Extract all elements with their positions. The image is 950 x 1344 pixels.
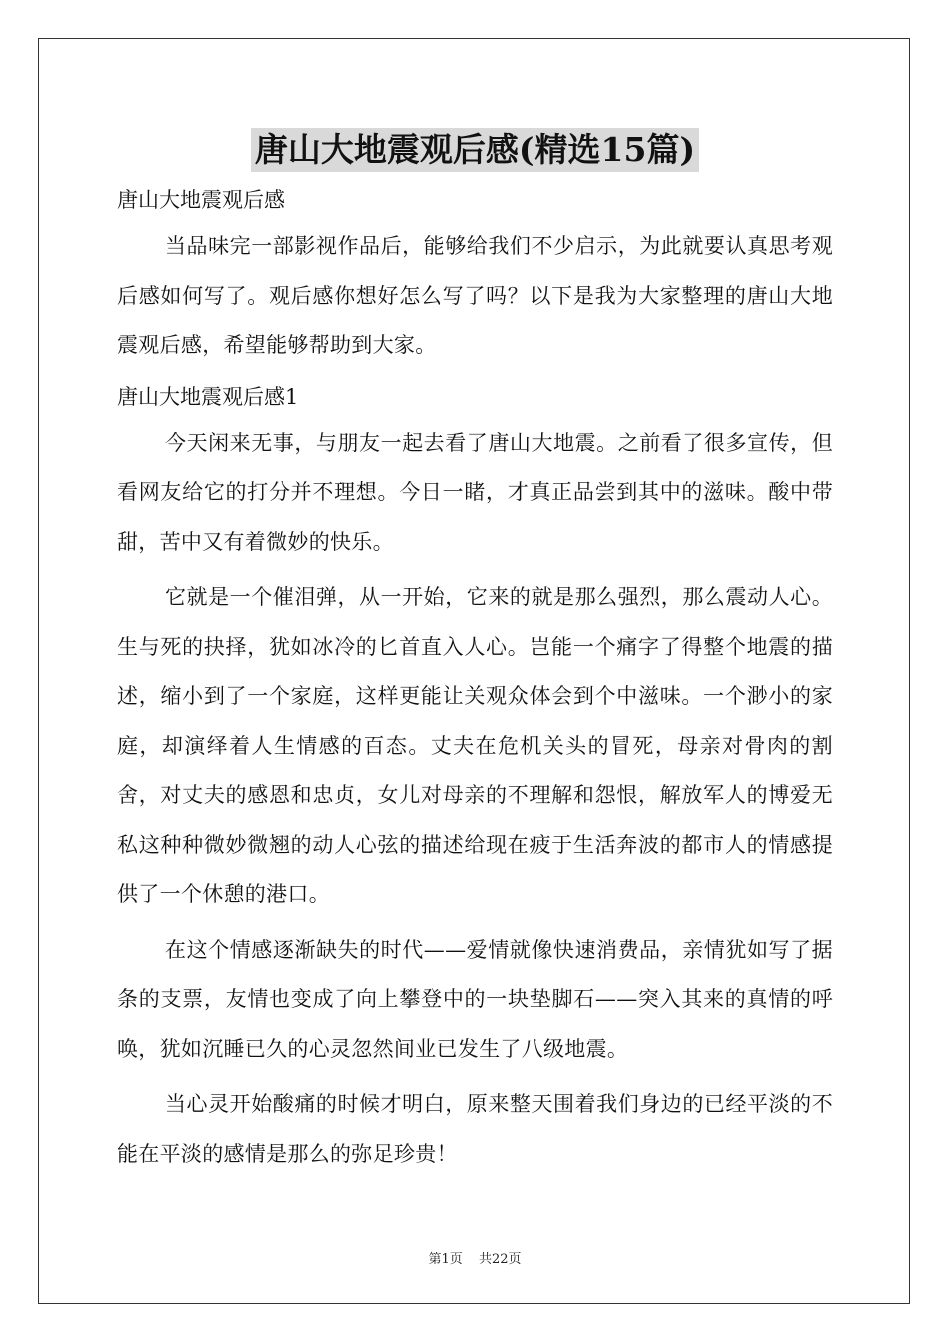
title-wrap: [0, 128, 950, 172]
document-title: 唐山大地震观后感(精选15篇): [251, 128, 699, 172]
page-footer: [0, 1248, 950, 1267]
paragraph: 当心灵开始酸痛的时候才明白，原来整天围着我们身边的已经平淡的不能在平淡的感情是那么的弥足珍贵！: [117, 1092, 833, 1166]
paragraph: 它就是一个催泪弹，从一开始，它来的就是那么强烈，那么震动人心。生与死的抉择，犹如冰冷的匕首直入人心。岂能一个痛字了得整个地震的描述，缩小到了一个家庭，这样更能让关观众体会到个中滋味。一个渺小的家庭，却演绎着人生情感的百态。丈夫在危机关头的冒死，母亲对骨肉的割舍，对丈夫的感恩和忠贞，女儿对母亲的不理解和怨恨，解放军人的博爱无私这种种微妙微翘的动人心弦的描述给现在疲于生活奔波的都市人的情感提供了一个休憩的港口。: [117, 585, 833, 906]
page-total: 共22页: [478, 1252, 522, 1267]
section-heading: 唐山大地震观后感: [117, 188, 285, 212]
paragraph: 今天闲来无事，与朋友一起去看了唐山大地震。之前看了很多宣传，但看网友给它的打分并不理想。今日一睹，才真正品尝到其中的滋味。酸中带甜，苦中又有着微妙的快乐。: [117, 430, 833, 554]
paragraph: 当品味完一部影视作品后，能够给我们不少启示，为此就要认真思考观后感如何写了。观后感你想好怎么写了吗？以下是我为大家整理的唐山大地震观后感，希望能够帮助到大家。: [117, 234, 833, 357]
document-body: [117, 180, 833, 1179]
page-number: 第1页: [428, 1252, 463, 1267]
paragraph: 在这个情感逐渐缺失的时代——爱情就像快速消费品，亲情犹如写了据条的支票，友情也变成了向上攀登中的一块垫脚石——突入其来的真情的呼唤，犹如沉睡已久的心灵忽然间业已发生了八级地震。: [117, 937, 833, 1061]
section-heading: 唐山大地震观后感1: [117, 384, 299, 409]
